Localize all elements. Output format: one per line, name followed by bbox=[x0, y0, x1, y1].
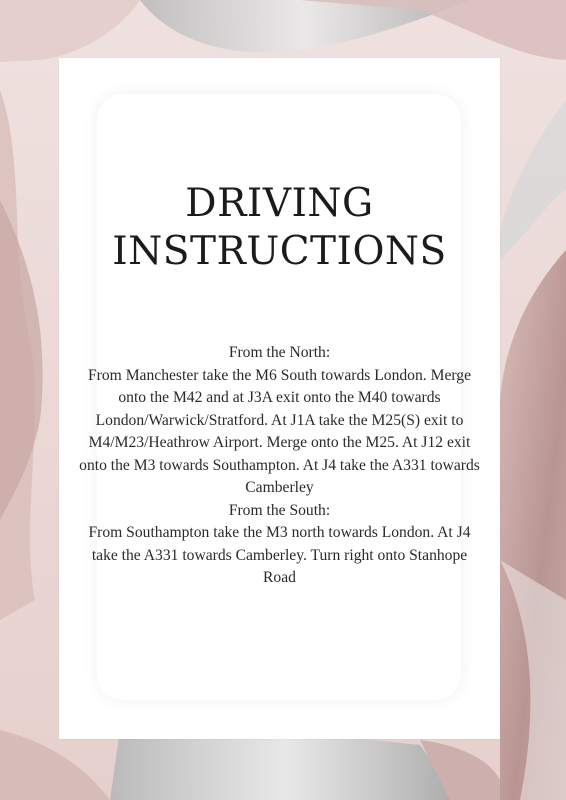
content-panel bbox=[59, 58, 500, 739]
page-title bbox=[59, 180, 500, 276]
section-text-south: From Southampton take the M3 north towards London. At J4 take the A331 towards Camberley. Turn right onto Stanhope Road bbox=[88, 524, 471, 586]
title-line-1: DRIVING bbox=[185, 181, 374, 226]
section-text-north: From Manchester take the M6 South towards London. Merge onto the M42 and at J3A exit onto the M40 towards London/Warwick/Stratford. At J1A take the M25(S) exit to M4/M23/Heathrow Airport. Merge onto the M25. At J12 exit onto the M3 towards Southampton. At J4 take the A331 towards Camberley bbox=[79, 366, 480, 496]
title-line-2: INSTRUCTIONS bbox=[112, 229, 447, 274]
instructions-body bbox=[77, 342, 482, 590]
section-heading-south: From the South: bbox=[228, 501, 331, 519]
section-heading-north: From the North: bbox=[228, 344, 331, 361]
